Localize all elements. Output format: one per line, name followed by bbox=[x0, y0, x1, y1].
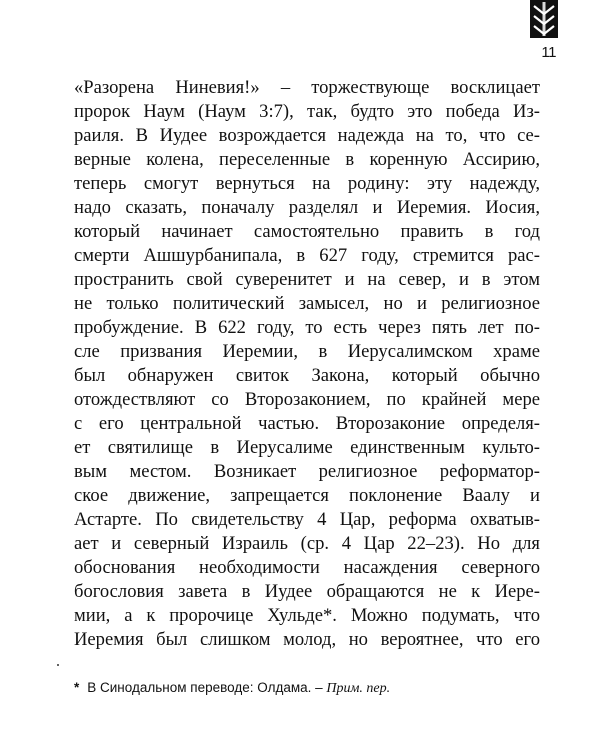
footnote-text: В Синодальном переводе: Олдама. – bbox=[87, 680, 327, 695]
body-line: обоснования необходимости насаждения северного bbox=[74, 557, 540, 578]
page-number: 11 bbox=[541, 44, 556, 61]
body-line: «Разорена Ниневия!» – торжествующе восклицает bbox=[74, 77, 540, 98]
body-line: отождествляют со Второзаконием, по крайней мере bbox=[74, 389, 540, 410]
body-text bbox=[74, 76, 540, 652]
body-line: не только политический замысел, но и религиозное bbox=[74, 293, 540, 314]
body-line: был обнаружен свиток Закона, который обычно bbox=[74, 365, 540, 386]
body-line: который начинает самостоятельно править в год bbox=[74, 221, 540, 242]
corner-ornament-icon bbox=[530, 0, 558, 38]
body-line: ет святилище в Иерусалиме единственным культо- bbox=[74, 437, 540, 458]
body-line: богословия завета в Иудее обращаются не к Иере- bbox=[74, 581, 540, 602]
footnote-marker: * bbox=[74, 680, 80, 695]
body-line: пробуждение. В 622 году, то есть через пять лет по- bbox=[74, 317, 540, 338]
body-line: ает и северный Израиль (ср. 4 Цар 22–23). Но для bbox=[74, 533, 540, 554]
body-line: смерти Ашшурбанипала, в 627 году, стремится рас- bbox=[74, 245, 540, 266]
body-line: раиля. В Иудее возрождается надежда на то, что се- bbox=[74, 125, 540, 146]
body-line: верные колена, переселенные в коренную Ассирию, bbox=[74, 149, 540, 170]
body-line: Иеремия был слишком молод, но вероятнее, что его bbox=[74, 629, 540, 650]
body-line: надо сказать, поначалу разделял и Иеремия. Иосия, bbox=[74, 197, 540, 218]
footnote-separator bbox=[57, 664, 59, 666]
body-line: вым местом. Возникает религиозное реформатор- bbox=[74, 461, 540, 482]
body-line: пророк Наум (Наум 3:7), так, будто это победа Из- bbox=[74, 101, 540, 122]
body-line: теперь смогут вернуться на родину: эту надежду, bbox=[74, 173, 540, 194]
body-line: мии, а к пророчице Хульде*. Можно подумать, что bbox=[74, 605, 540, 626]
footnote-note: Прим. пер. bbox=[326, 681, 391, 696]
body-line: сле призвания Иеремии, в Иерусалимском храме bbox=[74, 341, 540, 362]
body-line: пространить свой суверенитет и на север, и в этом bbox=[74, 269, 540, 290]
body-line: с его центральной частью. Второзаконие определя- bbox=[74, 413, 540, 434]
footnote bbox=[74, 680, 390, 697]
body-line: ское движение, запрещается поклонение Ваалу и bbox=[74, 485, 540, 506]
body-line: Астарте. По свидетельству 4 Цар, реформа охватыв- bbox=[74, 509, 540, 530]
